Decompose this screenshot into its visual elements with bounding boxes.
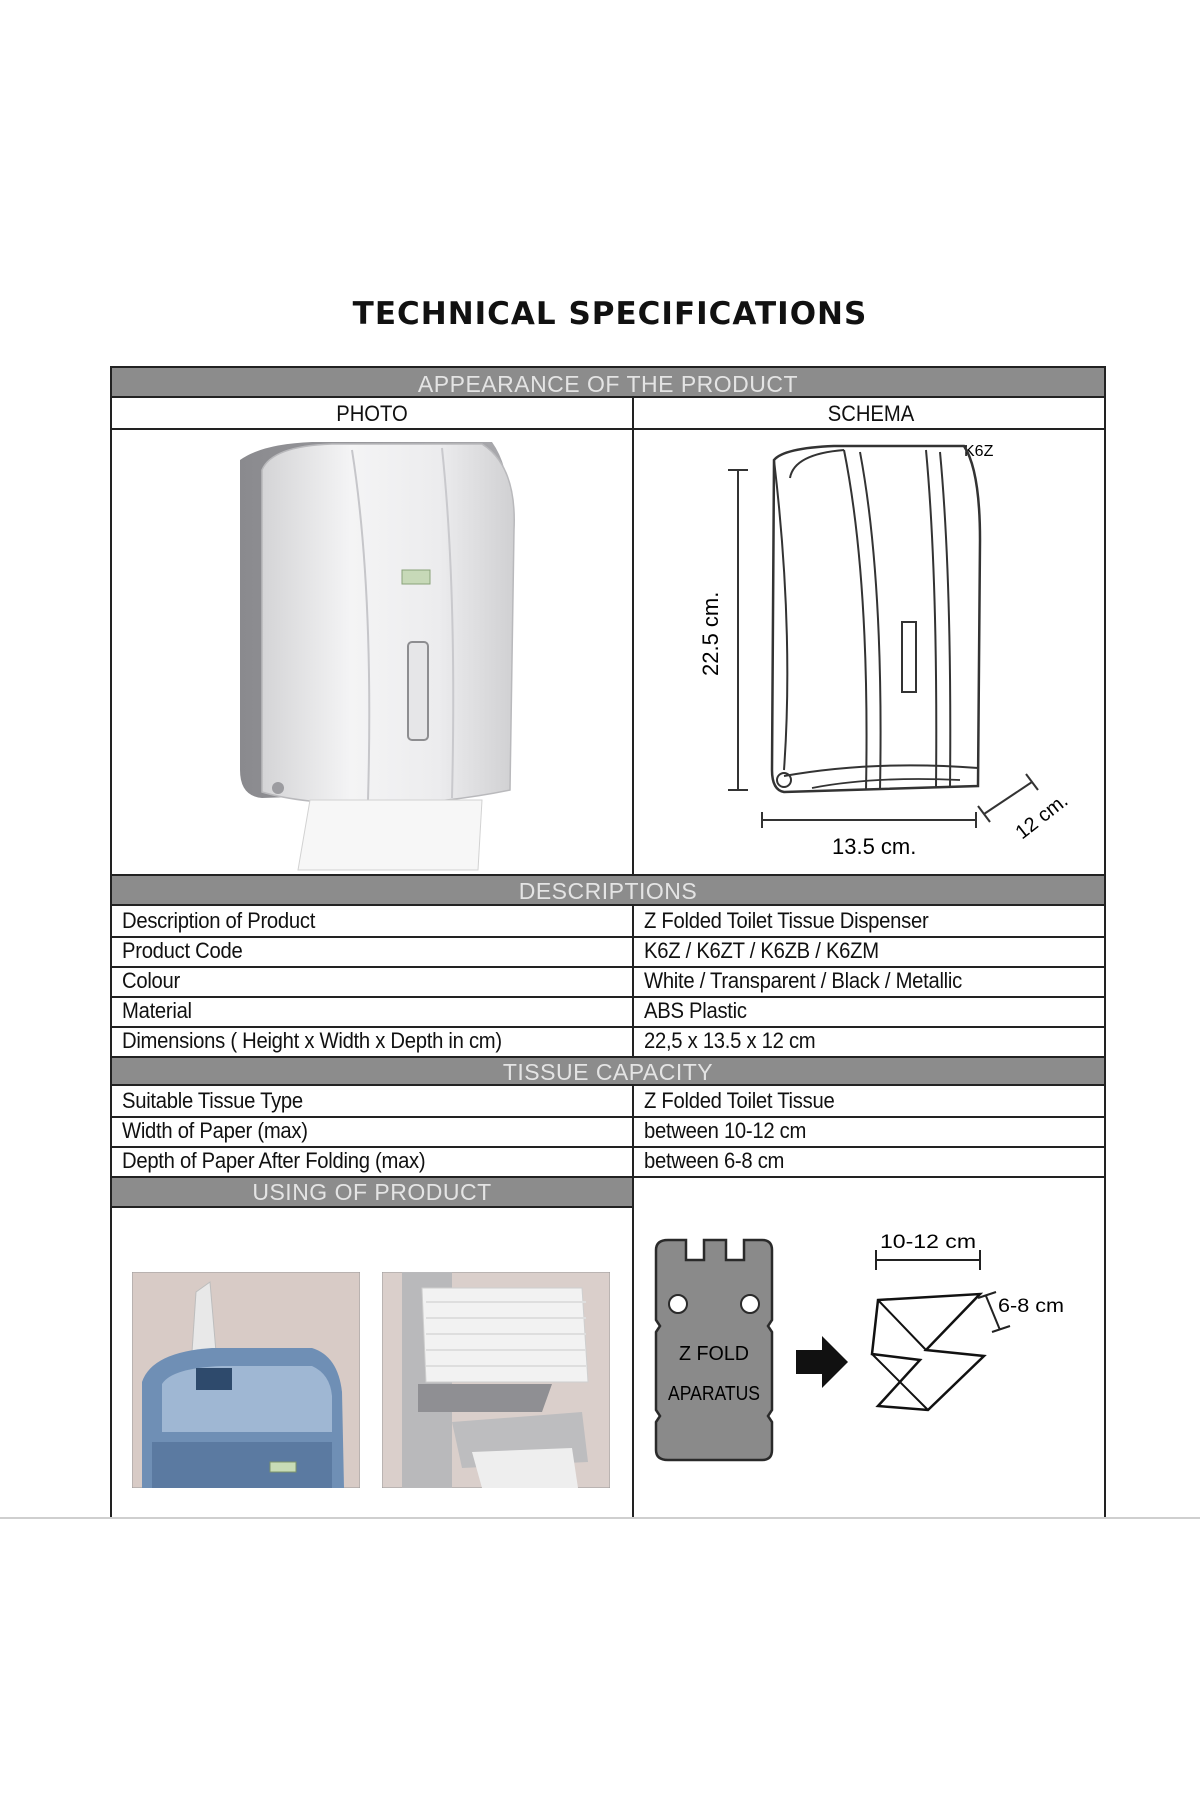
descriptions-header: DESCRIPTIONS <box>112 874 1104 906</box>
viewing-window-icon <box>408 642 428 740</box>
usage-photo-dispenser <box>132 1272 360 1488</box>
capacity-value: between 10-12 cm <box>644 1118 807 1143</box>
appearance-header: APPEARANCE OF THE PRODUCT <box>112 366 1104 398</box>
arrow-right-icon <box>796 1336 848 1388</box>
schema-window-icon <box>902 622 916 692</box>
product-photo <box>112 430 630 872</box>
desc-label: Description of Product <box>122 908 316 933</box>
photo-label: PHOTO <box>336 401 408 426</box>
desc-label: Dimensions ( Height x Width x Depth in cm) <box>122 1028 502 1053</box>
divider <box>112 936 1104 938</box>
schema-depth: 12 cm. <box>1011 789 1073 844</box>
capacity-label: Depth of Paper After Folding (max) <box>122 1148 426 1173</box>
desc-label: Colour <box>122 968 180 993</box>
page-title: TECHNICAL SPECIFICATIONS <box>352 296 868 332</box>
usage-photo-loading <box>382 1272 610 1488</box>
desc-label: Material <box>122 998 192 1023</box>
capacity-value: Z Folded Toilet Tissue <box>644 1088 835 1113</box>
desc-value: 22,5 x 13.5 x 12 cm <box>644 1028 816 1053</box>
capacity-value: between 6-8 cm <box>644 1148 785 1173</box>
desc-value: K6Z / K6ZT / K6ZB / K6ZM <box>644 938 879 963</box>
column-divider <box>632 906 634 1056</box>
spec-sheet <box>110 366 1106 1517</box>
schema-drawing <box>634 430 1106 872</box>
apparatus-line2: APARATUS <box>668 1383 760 1405</box>
desc-value: Z Folded Toilet Tissue Dispenser <box>644 908 929 933</box>
schema-label: SCHEMA <box>827 401 915 426</box>
apparatus-line1: Z FOLD <box>679 1343 749 1365</box>
schema-model: K6Z <box>964 443 994 460</box>
desc-value: ABS Plastic <box>644 998 747 1023</box>
schema-width: 13.5 cm. <box>832 834 917 859</box>
desc-label: Product Code <box>122 938 243 963</box>
capacity-label: Width of Paper (max) <box>122 1118 308 1143</box>
z-fold-diagram <box>634 1210 1106 1516</box>
desc-value: White / Transparent / Black / Metallic <box>644 968 962 993</box>
divider <box>112 996 1104 998</box>
fold-width-label: 10-12 cm <box>880 1232 976 1253</box>
fold-depth-label: 6-8 cm <box>998 1296 1064 1317</box>
page-bottom-rule <box>0 1517 1200 1519</box>
capacity-header: TISSUE CAPACITY <box>112 1056 1104 1086</box>
brand-label-icon <box>402 570 430 584</box>
usage-header: USING OF PRODUCT <box>112 1178 632 1208</box>
schema-height: 22.5 cm. <box>698 591 723 676</box>
capacity-label: Suitable Tissue Type <box>122 1088 303 1113</box>
